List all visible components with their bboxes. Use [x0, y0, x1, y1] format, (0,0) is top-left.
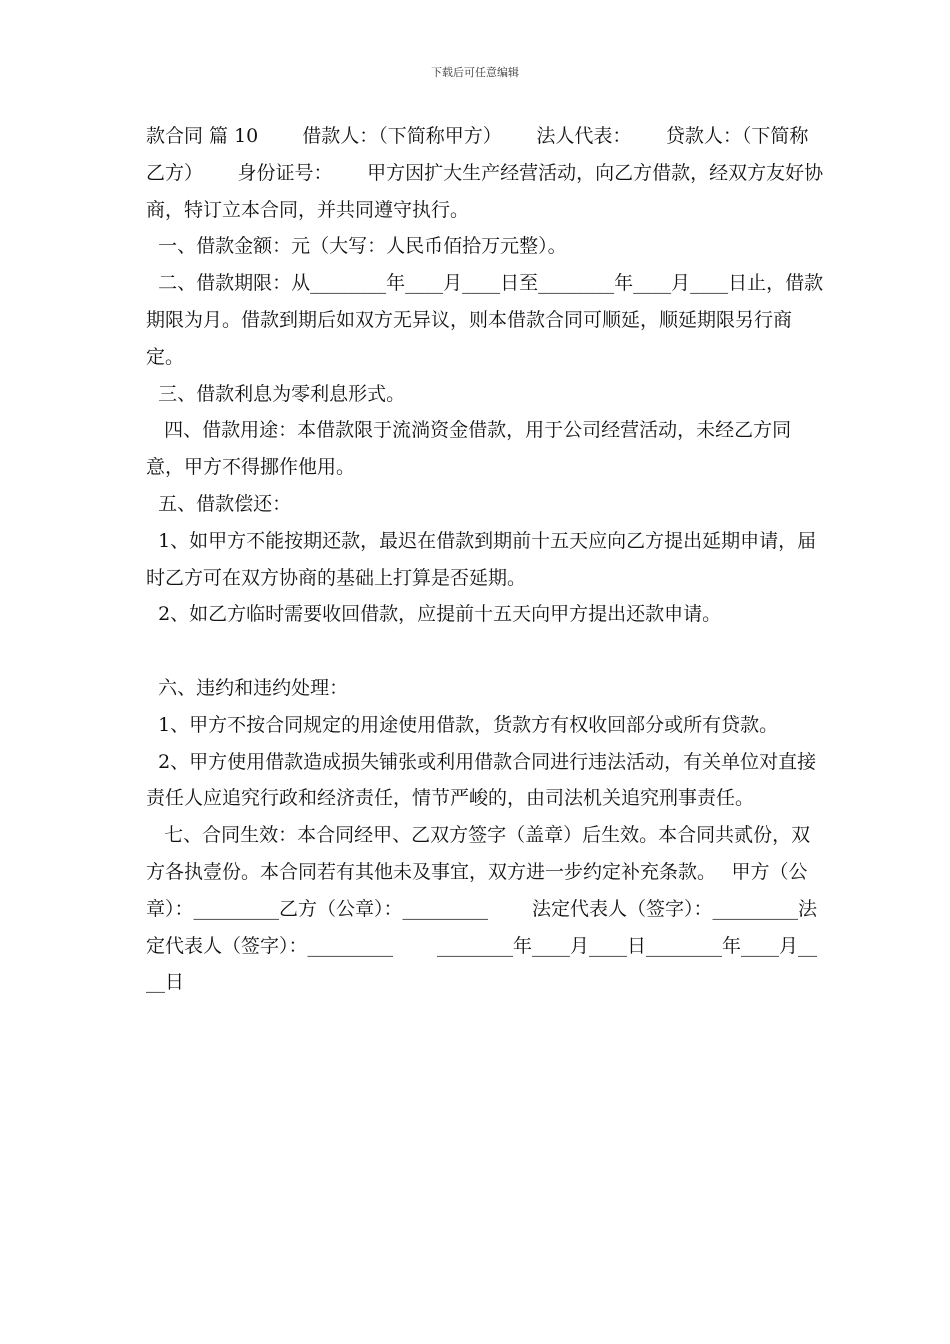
paragraph-spacer [146, 633, 826, 670]
paragraph-repayment-heading: 五、借款偿还： [146, 492, 292, 515]
paragraph-term: 二、借款期限：从________年____月____日至________年____月____日止，借款期限为月。借款到期后如双方无异议，则本借款合同可顺延，顺延期限另行商定。 [146, 272, 824, 368]
paragraph-purpose: 四、借款用途：本借款限于流淌资金借款，用于公司经营活动，未经乙方同意，甲方不得挪作他用。 [146, 419, 792, 479]
paragraph-effective-signatures: 七、合同生效：本合同经甲、乙双方签字（盖章）后生效。本合同共贰份，双方各执壹份。本合同若有其他未及事宜，双方进一步约定补充条款。 甲方（公章）：_________乙方（公章）：_________ 法定代表人（签字）：_________法定代表人（签字）：_________ ________年____月____日________年____月____日 [146, 824, 818, 994]
paragraph-intro: 款合同 篇 10 借款人：（下简称甲方） 法人代表： 贷款人：（下简称乙方） 身份证号： 甲方因扩大生产经营活动，向乙方借款，经双方友好协商，特订立本合同，并共同遵守执行。 [146, 125, 824, 221]
paragraph-amount: 一、借款金额：元（大写：人民币佰拾万元整）。 [146, 235, 567, 258]
contract-body [146, 118, 826, 1001]
paragraph-breach-1: 1、甲方不按合同规定的用途使用借款，货款方有权收回部分或所有贷款。 [146, 713, 779, 736]
header-note: 下载后可任意编辑 [431, 66, 519, 79]
paragraph-breach-heading: 六、违约和违约处理： [146, 676, 349, 699]
paragraph-breach-2: 2、甲方使用借款造成损失铺张或利用借款合同进行违法活动，有关单位对直接责任人应追究行政和经济责任，情节严峻的，由司法机关追究刑事责任。 [146, 750, 817, 810]
paragraph-repayment-1: 1、如甲方不能按期还款，最迟在借款到期前十五天应向乙方提出延期申请，届时乙方可在双方协商的基础上打算是否延期。 [146, 529, 817, 589]
paragraph-repayment-2: 2、如乙方临时需要收回借款，应提前十五天向甲方提出还款申请。 [146, 603, 722, 626]
paragraph-interest: 三、借款利息为零利息形式。 [146, 382, 406, 405]
